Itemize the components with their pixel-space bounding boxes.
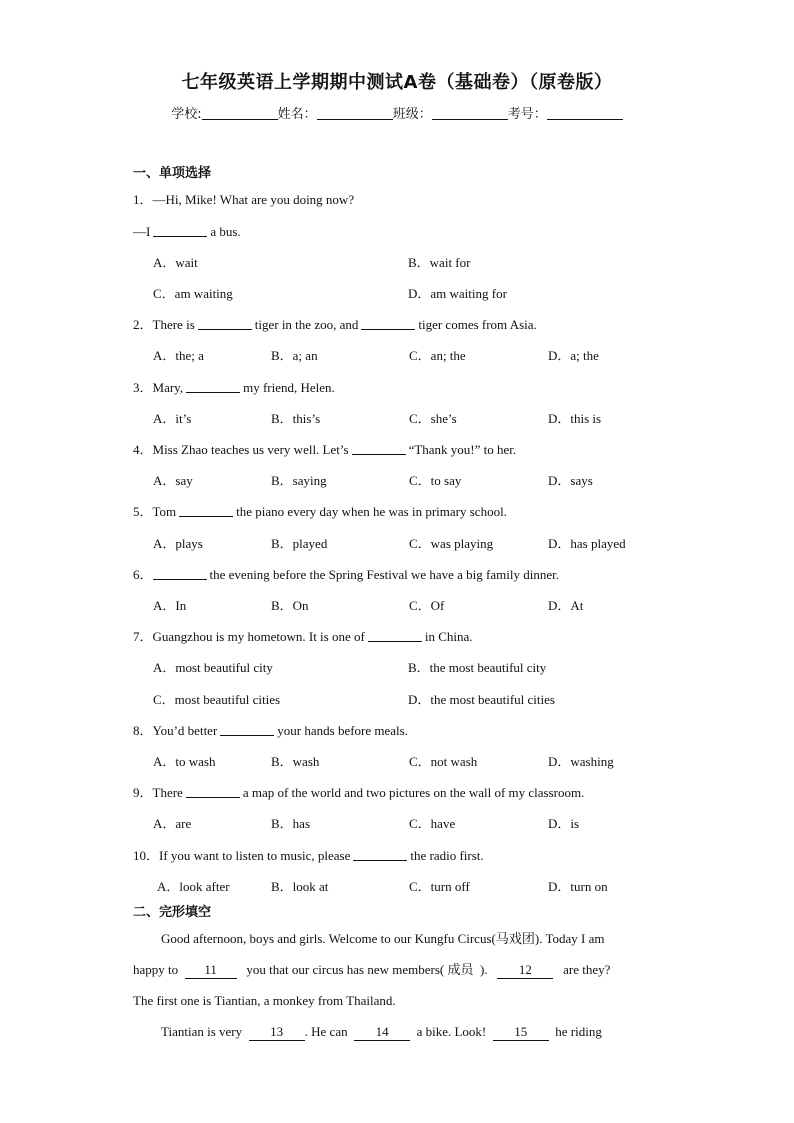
q8-option-d: D．washing	[548, 754, 614, 769]
q2-option-a: A．the; a	[153, 348, 204, 363]
question-9-stem	[133, 785, 584, 801]
school-blank	[202, 107, 278, 120]
q5-option-a: A．plays	[153, 536, 203, 551]
q6-option-c: C．Of	[409, 598, 445, 613]
cloze-blank-11: 11	[185, 962, 237, 979]
question-text: Mary,	[152, 380, 184, 395]
question-7-stem	[133, 629, 473, 645]
q2-option-c: C．an; the	[409, 348, 466, 363]
cloze-text: a bike. Look!	[416, 1024, 487, 1039]
cloze-text: . He can	[304, 1024, 348, 1039]
cloze-text: happy to	[133, 962, 179, 977]
answer-blank	[153, 225, 207, 237]
question-text: the piano every day when he was in primary school.	[236, 504, 507, 519]
answer-blank	[198, 318, 252, 330]
student-info-line	[0, 103, 794, 122]
cloze-text: ). Today I am	[534, 931, 605, 946]
cloze-paragraph-1-line-3: The first one is Tiantian, a monkey from Thailand.	[133, 993, 396, 1008]
question-text: Miss Zhao teaches us very well. Let’s	[152, 442, 349, 457]
q7-option-a: A．most beautiful city	[153, 660, 273, 675]
answer-blank	[361, 318, 415, 330]
number-blank	[547, 107, 623, 120]
answer-blank	[220, 724, 274, 736]
class-blank	[432, 107, 508, 120]
question-text: tiger in the zoo, and	[254, 317, 359, 332]
question-number: 10．	[133, 848, 160, 863]
question-text: your hands before meals.	[277, 723, 408, 738]
q1-option-a: A．wait	[153, 255, 198, 270]
question-text: “Thank you!” to her.	[408, 442, 517, 457]
q9-option-a: A．are	[153, 816, 192, 831]
q4-option-d: D．says	[548, 473, 593, 488]
name-blank	[317, 107, 393, 120]
question-text: If you want to listen to music, please	[159, 848, 351, 863]
q6-option-d: D．At	[548, 598, 584, 613]
q6-option-a: A．In	[153, 598, 187, 613]
q7-option-d: D．the most beautiful cities	[408, 692, 555, 707]
question-text: Tom	[152, 504, 177, 519]
q8-option-b: B．wash	[271, 754, 320, 769]
cloze-text: are they?	[563, 962, 611, 977]
question-number: 5．	[133, 504, 153, 519]
q4-option-c: C．to say	[409, 473, 462, 488]
cloze-paragraph-2-line-1	[161, 1024, 602, 1041]
cloze-paragraph-1-line-2	[133, 962, 610, 979]
q3-option-d: D．this is	[548, 411, 602, 426]
question-number: 6．	[133, 567, 153, 582]
question-4-stem	[133, 442, 516, 458]
q2-option-d: D．a; the	[548, 348, 599, 363]
question-6-stem	[133, 567, 559, 583]
question-text: Guangzhou is my hometown. It is one of	[152, 629, 365, 644]
q1-option-d: D．am waiting for	[408, 286, 507, 301]
q10-option-a: A．look after	[157, 879, 230, 894]
question-3-stem	[133, 380, 335, 396]
q10-option-d: D．turn on	[548, 879, 608, 894]
question-number: 2．	[133, 317, 153, 332]
q5-option-d: D．has played	[548, 536, 626, 551]
question-text: —I	[133, 224, 151, 239]
question-text: tiger comes from Asia.	[418, 317, 537, 332]
cloze-paragraph-1-line-1	[161, 931, 604, 948]
q8-option-c: C．not wash	[409, 754, 478, 769]
question-text: There	[152, 785, 183, 800]
q6-option-b: B．On	[271, 598, 309, 613]
question-text: the radio first.	[410, 848, 484, 863]
question-number: 9．	[133, 785, 153, 800]
name-label: 姓名：	[277, 107, 317, 122]
q7-option-b: B．the most beautiful city	[408, 660, 547, 675]
question-number: 1．	[133, 192, 153, 207]
q8-option-a: A．to wash	[153, 754, 216, 769]
answer-blank	[186, 786, 240, 798]
question-text: a bus.	[210, 224, 241, 239]
question-number: 7．	[133, 629, 153, 644]
question-10-stem	[133, 848, 484, 864]
answer-blank	[186, 381, 240, 393]
cloze-text: Tiantian is very	[161, 1024, 243, 1039]
school-label: 学校:	[171, 107, 202, 122]
number-label: 考号：	[507, 107, 547, 122]
answer-blank	[153, 568, 207, 580]
question-number: 4．	[133, 442, 153, 457]
q5-option-b: B．played	[271, 536, 328, 551]
question-text: the evening before the Spring Festival we have a big family dinner.	[209, 567, 559, 582]
q3-option-b: B．this’s	[271, 411, 321, 426]
q2-option-b: B．a; an	[271, 348, 318, 363]
question-text: —Hi, Mike! What are you doing now?	[152, 192, 355, 207]
question-5-stem	[133, 504, 507, 520]
q4-option-b: B．saying	[271, 473, 327, 488]
cloze-blank-14: 14	[354, 1024, 410, 1041]
q10-option-c: C．turn off	[409, 879, 470, 894]
question-text: in China.	[424, 629, 473, 644]
answer-blank	[368, 630, 422, 642]
section-title-single-choice: 一、单项选择	[133, 166, 212, 181]
question-2-stem	[133, 317, 537, 333]
cloze-blank-12: 12	[497, 962, 553, 979]
cloze-blank-15: 15	[493, 1024, 549, 1041]
question-text: There is	[152, 317, 195, 332]
q1-option-b: B．wait for	[408, 255, 471, 270]
q3-option-c: C．she’s	[409, 411, 457, 426]
class-label: 班级：	[392, 107, 432, 122]
q7-option-c: C．most beautiful cities	[153, 692, 281, 707]
q4-option-a: A．say	[153, 473, 193, 488]
cloze-text: ).	[480, 962, 488, 977]
question-1-line2	[133, 224, 241, 240]
page-title: 七年级英语上学期期中测试A卷（基础卷）（原卷版）	[181, 72, 613, 93]
question-number: 3．	[133, 380, 153, 395]
question-1-stem	[133, 192, 354, 208]
q10-option-b: B．look at	[271, 879, 329, 894]
question-number: 8．	[133, 723, 153, 738]
answer-blank	[352, 443, 406, 455]
cloze-blank-13: 13	[249, 1024, 305, 1041]
q1-option-c: C．am waiting	[153, 286, 233, 301]
q9-option-c: C．have	[409, 816, 456, 831]
q9-option-d: D．is	[548, 816, 580, 831]
q5-option-c: C．was playing	[409, 536, 494, 551]
cloze-text-chinese: 成员	[447, 963, 474, 978]
section-title-cloze: 二、完形填空	[133, 905, 212, 920]
question-text: my friend, Helen.	[243, 380, 335, 395]
q3-option-a: A．it’s	[153, 411, 192, 426]
question-text: a map of the world and two pictures on the wall of my classroom.	[242, 785, 585, 800]
cloze-text: Good afternoon, boys and girls. Welcome to our Kungfu Circus(	[161, 931, 496, 946]
cloze-text: you that our circus has new members(	[246, 962, 445, 977]
answer-blank	[179, 505, 233, 517]
question-8-stem	[133, 723, 408, 739]
cloze-text-chinese: 马戏团	[495, 932, 535, 947]
q9-option-b: B．has	[271, 816, 311, 831]
answer-blank	[353, 849, 407, 861]
cloze-text: he riding	[555, 1024, 602, 1039]
question-text: You’d better	[152, 723, 218, 738]
